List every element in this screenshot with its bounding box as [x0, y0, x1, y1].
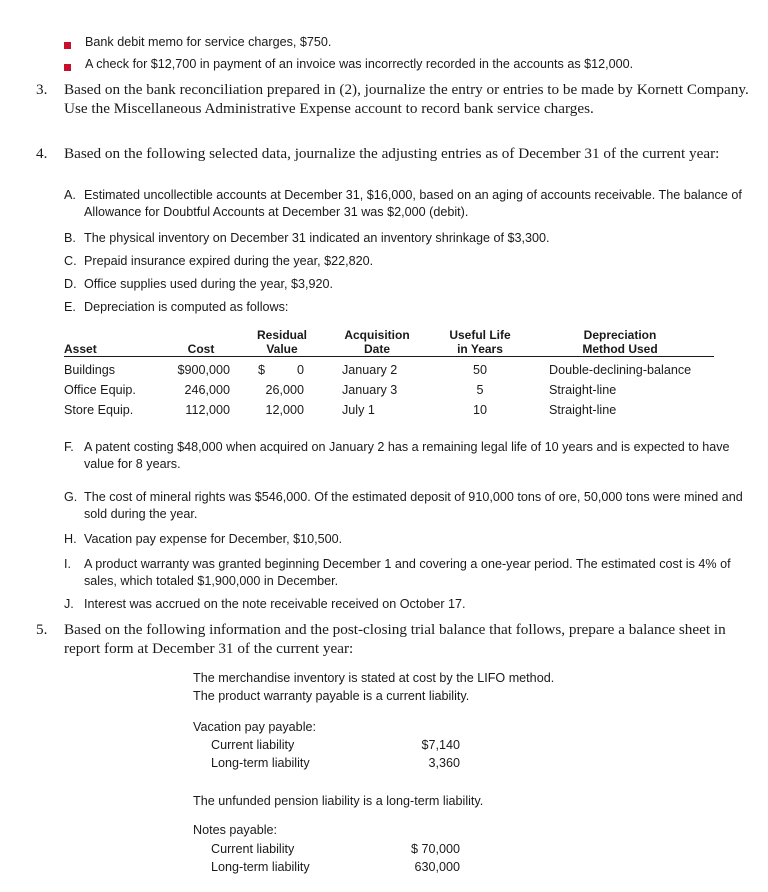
question-number: 3.: [36, 81, 48, 98]
cell-asset: Buildings: [64, 363, 116, 377]
item-letter: A.: [64, 188, 76, 202]
pension-line: The unfunded pension liability is a long-term liability.: [193, 794, 484, 808]
cell-asset: Office Equip.: [64, 383, 136, 397]
bullet-text: Bank debit memo for service charges, $750.: [85, 35, 332, 49]
cell-date: January 2: [342, 363, 398, 377]
info-line: The merchandise inventory is stated at cost by the LIFO method.: [193, 671, 555, 685]
item-text: Estimated uncollectible accounts at December 31, $16,000, based on an aging of accounts receivable. The balance of Allowance for Doubtful Accounts at December 31 was $2,000 (debit).: [84, 188, 742, 219]
header-useful-life: Useful Life: [449, 328, 511, 342]
cell-method: Straight-line: [549, 403, 617, 417]
item-letter: D.: [64, 277, 77, 291]
notes-long-label: Long-term liability: [211, 860, 310, 874]
question-number: 4.: [36, 145, 48, 162]
item-letter: H.: [64, 532, 77, 546]
item-letter: B.: [64, 231, 76, 245]
cell-cost: 246,000: [184, 383, 230, 397]
vacation-long-value: 3,360: [428, 756, 460, 770]
item-letter: F.: [64, 440, 74, 454]
cell-date: January 3: [342, 383, 398, 397]
item-text: The cost of mineral rights was $546,000. Of the estimated deposit of 910,000 tons of ore, 50,000 tons were mined and sold during the year.: [84, 490, 743, 521]
cell-residual: 12,000: [265, 403, 304, 417]
notes-current-value: $ 70,000: [410, 842, 460, 856]
item-letter: J.: [64, 597, 74, 611]
question-text: Based on the following selected data, journalize the adjusting entries as of December 31 of the current year:: [64, 145, 720, 162]
cell-cost: $900,000: [177, 363, 230, 377]
item-text: A product warranty was granted beginning December 1 and covering a one-year period. The estimated cost is 4% of sales, which totaled $1,900,000 in December.: [84, 557, 731, 588]
question-text: Based on the bank reconciliation prepared in (2), journalize the entry or entries to be made by Kornett Company. Use the Miscellaneous Administrative Expense account to record bank service charges.: [64, 81, 749, 117]
cell-residual-sign: $: [258, 363, 266, 377]
vacation-long-label: Long-term liability: [211, 756, 310, 770]
notes-payable-heading: Notes payable:: [193, 823, 278, 837]
header-method: Method Used: [582, 342, 658, 356]
header-method: Depreciation: [583, 328, 657, 342]
item-text: Vacation pay expense for December, $10,500.: [84, 532, 343, 546]
info-line: The product warranty payable is a current liability.: [193, 689, 470, 703]
cell-method: Straight-line: [549, 383, 617, 397]
item-text: Office supplies used during the year, $3,920.: [84, 277, 334, 291]
notes-long-value: 630,000: [414, 860, 460, 874]
item-letter: C.: [64, 254, 77, 268]
header-acquisition: Acquisition: [344, 328, 410, 342]
item-letter: I.: [64, 557, 71, 571]
cell-life: 10: [472, 403, 487, 417]
vacation-pay-heading: Vacation pay payable:: [193, 720, 316, 734]
header-useful-life: in Years: [457, 342, 503, 356]
item-letter: E.: [64, 300, 76, 314]
cell-cost: 112,000: [185, 403, 230, 417]
bullet-marker: [64, 64, 71, 71]
header-residual: Value: [266, 342, 298, 356]
cell-date: July 1: [342, 403, 375, 417]
item-text: Interest was accrued on the note receivable received on October 17.: [84, 597, 466, 611]
question-text: Based on the following information and the post-closing trial balance that follows, prepare a balance sheet in report form at December 31 of the current year:: [64, 621, 726, 657]
item-letter: G.: [64, 490, 78, 504]
header-cost: Cost: [187, 342, 215, 356]
cell-asset: Store Equip.: [64, 403, 134, 417]
table-header-rule: [64, 356, 714, 357]
cell-life: 5: [476, 383, 484, 397]
cell-method: Double-declining-balance: [549, 363, 692, 377]
bullet-marker: [64, 42, 71, 49]
cell-residual: 26,000: [265, 383, 304, 397]
question-number: 5.: [36, 621, 48, 638]
header-asset: Asset: [64, 342, 97, 356]
cell-life: 50: [472, 363, 487, 377]
vacation-current-value: $7,140: [421, 738, 460, 752]
header-acquisition: Date: [363, 342, 390, 356]
bullet-text: A check for $12,700 in payment of an invoice was incorrectly recorded in the accounts as $12,000.: [85, 57, 634, 71]
header-residual: Residual: [256, 328, 307, 342]
item-text: A patent costing $48,000 when acquired on January 2 has a remaining legal life of 10 years and is expected to have value for 8 years.: [84, 440, 730, 471]
item-text: The physical inventory on December 31 indicated an inventory shrinkage of $3,300.: [84, 231, 550, 245]
item-text: Depreciation is computed as follows:: [84, 300, 289, 314]
cell-residual: 0: [296, 363, 304, 377]
item-text: Prepaid insurance expired during the year, $22,820.: [84, 254, 374, 268]
vacation-current-label: Current liability: [211, 738, 295, 752]
notes-current-label: Current liability: [211, 842, 295, 856]
